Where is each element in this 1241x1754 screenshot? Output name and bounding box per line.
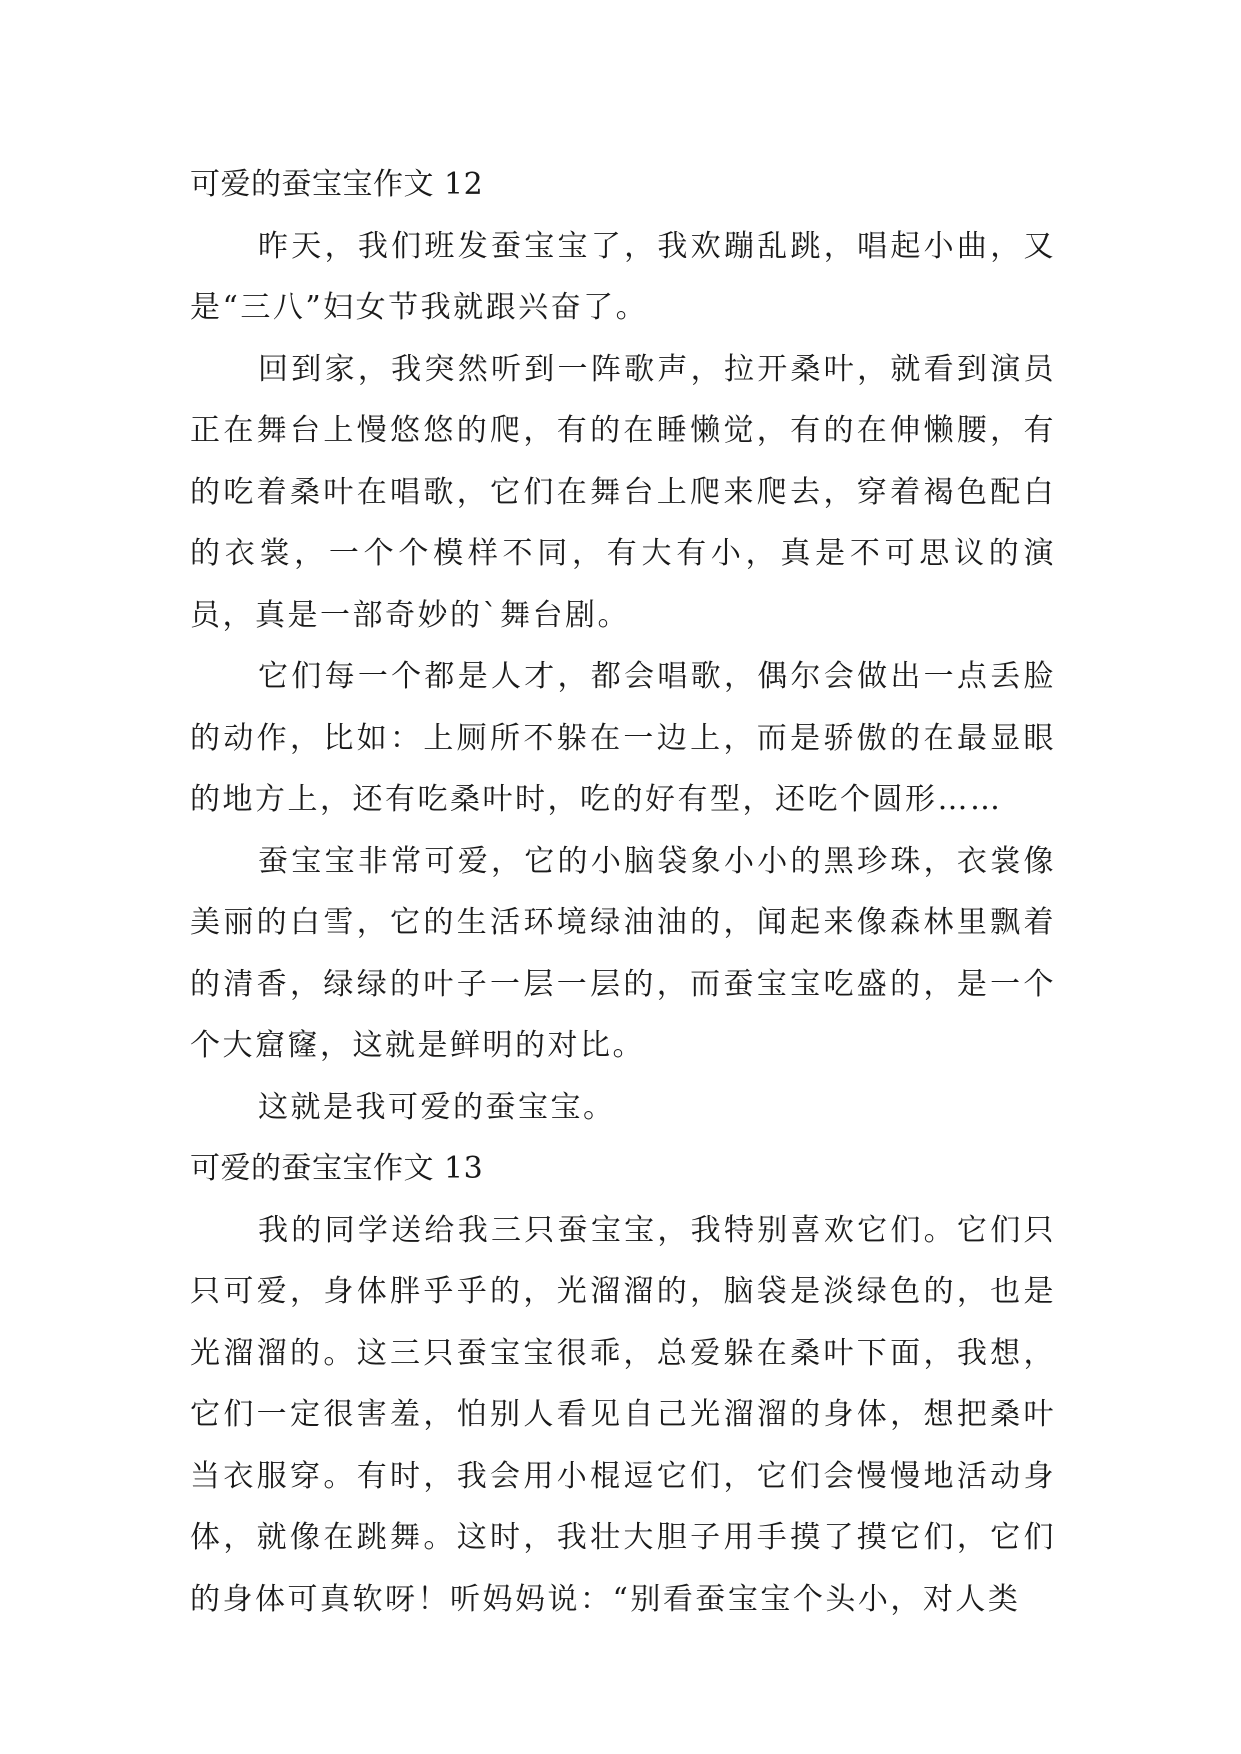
essay-section-13: [190, 1138, 1056, 1630]
paragraph: 它们每一个都是人才，都会唱歌，偶尔会做出一点丢脸的动作，比如：上厕所不躲在一边上，而是骄傲的在最显眼的地方上，还有吃桑叶时，吃的好有型，还吃个圆形……: [190, 659, 1056, 817]
section-title: 可爱的蚕宝宝作文 12: [190, 167, 484, 202]
paragraph: 蚕宝宝非常可爱，它的小脑袋象小小的黑珍珠，衣裳像美丽的白雪，它的生活环境绿油油的，闻起来像森林里飘着的清香，绿绿的叶子一层一层的，而蚕宝宝吃盛的，是一个个大窟窿，这就是鲜明的对比。: [190, 843, 1056, 1063]
paragraph: 这就是我可爱的蚕宝宝。: [258, 1089, 616, 1125]
paragraph: 昨天，我们班发蚕宝宝了，我欢蹦乱跳，唱起小曲，又是“三八”妇女节我就跟兴奋了。: [190, 228, 1056, 325]
section-title: 可爱的蚕宝宝作文 13: [190, 1151, 484, 1186]
document-body: [190, 154, 1056, 1630]
paragraph: 回到家，我突然听到一阵歌声，拉开桑叶，就看到演员正在舞台上慢悠悠的爬，有的在睡懒觉，有的在伸懒腰，有的吃着桑叶在唱歌，它们在舞台上爬来爬去，穿着褐色配白的衣裳，一个个模样不同，有大有小，真是不可思议的演员，真是一部奇妙的`舞台剧。: [190, 351, 1056, 633]
paragraph: 我的同学送给我三只蚕宝宝，我特别喜欢它们。它们只只可爱，身体胖乎乎的，光溜溜的，脑袋是淡绿色的，也是光溜溜的。这三只蚕宝宝很乖，总爱躲在桑叶下面，我想，它们一定很害羞，怕别人看见自己光溜溜的身体，想把桑叶当衣服穿。有时，我会用小棍逗它们，它们会慢慢地活动身体，就像在跳舞。这时，我壮大胆子用手摸了摸它们，它们的身体可真软呀！听妈妈说：“别看蚕宝宝个头小，对人类: [190, 1212, 1056, 1617]
essay-section-12: [190, 154, 1056, 1138]
